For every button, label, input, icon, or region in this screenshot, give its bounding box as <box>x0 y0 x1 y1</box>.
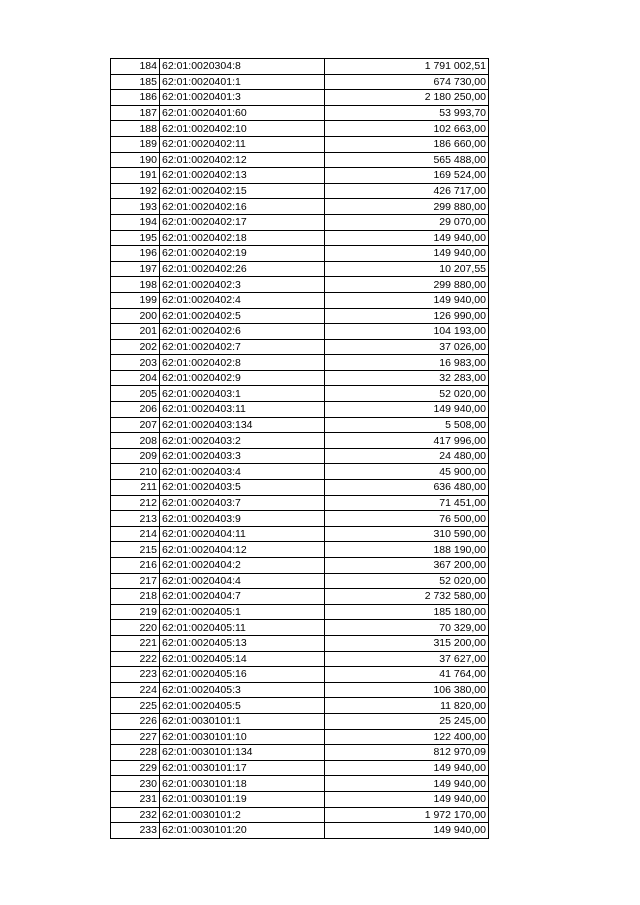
cadastral-number-cell: 62:01:0020405:14 <box>160 651 325 667</box>
table-row <box>111 214 489 230</box>
table-row <box>111 729 489 745</box>
cadastral-number-cell: 62:01:0020405:3 <box>160 682 325 698</box>
cadastral-value-cell: 37 026,00 <box>325 339 489 355</box>
table-row <box>111 511 489 527</box>
row-number-cell: 207 <box>111 417 160 433</box>
cadastral-value-cell: 169 524,00 <box>325 168 489 184</box>
table-row <box>111 402 489 418</box>
cadastral-number-cell: 62:01:0020403:1 <box>160 386 325 402</box>
cadastral-number-cell: 62:01:0020404:12 <box>160 542 325 558</box>
cadastral-value-cell: 71 451,00 <box>325 495 489 511</box>
table-row <box>111 698 489 714</box>
table-row <box>111 277 489 293</box>
cadastral-number-cell: 62:01:0020404:2 <box>160 558 325 574</box>
row-number-cell: 193 <box>111 199 160 215</box>
cadastral-number-cell: 62:01:0020403:9 <box>160 511 325 527</box>
cadastral-value-cell: 812 970,09 <box>325 745 489 761</box>
cadastral-value-cell: 5 508,00 <box>325 417 489 433</box>
cadastral-value-cell: 367 200,00 <box>325 558 489 574</box>
cadastral-number-cell: 62:01:0020402:5 <box>160 308 325 324</box>
table-row <box>111 651 489 667</box>
row-number-cell: 226 <box>111 713 160 729</box>
cadastral-number-cell: 62:01:0030101:19 <box>160 791 325 807</box>
table-row <box>111 823 489 839</box>
cadastral-number-cell: 62:01:0020405:11 <box>160 620 325 636</box>
cadastral-value-cell: 32 283,00 <box>325 370 489 386</box>
cadastral-number-cell: 62:01:0030101:17 <box>160 760 325 776</box>
cadastral-number-cell: 62:01:0020404:11 <box>160 526 325 542</box>
cadastral-value-cell: 126 990,00 <box>325 308 489 324</box>
cadastral-value-cell: 188 190,00 <box>325 542 489 558</box>
table-row <box>111 480 489 496</box>
table-row <box>111 292 489 308</box>
cadastral-number-cell: 62:01:0020402:18 <box>160 230 325 246</box>
table-row <box>111 448 489 464</box>
cadastral-number-cell: 62:01:0030101:18 <box>160 776 325 792</box>
cadastral-number-cell: 62:01:0020404:4 <box>160 573 325 589</box>
cadastral-value-cell: 25 245,00 <box>325 713 489 729</box>
table-row <box>111 90 489 106</box>
cadastral-number-cell: 62:01:0030101:20 <box>160 823 325 839</box>
row-number-cell: 188 <box>111 121 160 137</box>
cadastral-value-cell: 149 940,00 <box>325 230 489 246</box>
cadastral-value-cell: 76 500,00 <box>325 511 489 527</box>
cadastral-value-cell: 24 480,00 <box>325 448 489 464</box>
cadastral-number-cell: 62:01:0020405:1 <box>160 604 325 620</box>
table-row <box>111 620 489 636</box>
table-row <box>111 682 489 698</box>
table-row <box>111 199 489 215</box>
row-number-cell: 219 <box>111 604 160 620</box>
table-row <box>111 105 489 121</box>
row-number-cell: 205 <box>111 386 160 402</box>
row-number-cell: 203 <box>111 355 160 371</box>
cadastral-number-cell: 62:01:0020402:17 <box>160 214 325 230</box>
cadastral-number-cell: 62:01:0020403:4 <box>160 464 325 480</box>
table-row <box>111 433 489 449</box>
cadastral-value-cell: 149 940,00 <box>325 791 489 807</box>
cadastral-number-cell: 62:01:0020403:5 <box>160 480 325 496</box>
cadastral-value-cell: 10 207,55 <box>325 261 489 277</box>
row-number-cell: 202 <box>111 339 160 355</box>
row-number-cell: 184 <box>111 59 160 75</box>
table-row <box>111 355 489 371</box>
cadastral-value-cell: 45 900,00 <box>325 464 489 480</box>
table-row <box>111 573 489 589</box>
cadastral-value-table <box>110 58 489 839</box>
table-row <box>111 261 489 277</box>
cadastral-value-cell: 122 400,00 <box>325 729 489 745</box>
cadastral-number-cell: 62:01:0020403:2 <box>160 433 325 449</box>
cadastral-number-cell: 62:01:0030101:10 <box>160 729 325 745</box>
cadastral-value-cell: 149 940,00 <box>325 292 489 308</box>
table-row <box>111 791 489 807</box>
row-number-cell: 231 <box>111 791 160 807</box>
row-number-cell: 214 <box>111 526 160 542</box>
row-number-cell: 186 <box>111 90 160 106</box>
table-row <box>111 324 489 340</box>
row-number-cell: 228 <box>111 745 160 761</box>
row-number-cell: 190 <box>111 152 160 168</box>
table-row <box>111 168 489 184</box>
cadastral-value-cell: 674 730,00 <box>325 74 489 90</box>
table-row <box>111 136 489 152</box>
cadastral-value-cell: 636 480,00 <box>325 480 489 496</box>
cadastral-value-cell: 149 940,00 <box>325 823 489 839</box>
row-number-cell: 204 <box>111 370 160 386</box>
cadastral-number-cell: 62:01:0020401:1 <box>160 74 325 90</box>
cadastral-value-cell: 417 996,00 <box>325 433 489 449</box>
table-row <box>111 121 489 137</box>
cadastral-number-cell: 62:01:0020405:5 <box>160 698 325 714</box>
table-row <box>111 760 489 776</box>
cadastral-value-cell: 299 880,00 <box>325 277 489 293</box>
row-number-cell: 206 <box>111 402 160 418</box>
table-row <box>111 386 489 402</box>
row-number-cell: 191 <box>111 168 160 184</box>
row-number-cell: 201 <box>111 324 160 340</box>
cadastral-number-cell: 62:01:0020403:11 <box>160 402 325 418</box>
cadastral-number-cell: 62:01:0020402:13 <box>160 168 325 184</box>
cadastral-value-cell: 149 940,00 <box>325 402 489 418</box>
table-row <box>111 417 489 433</box>
cadastral-value-cell: 149 940,00 <box>325 760 489 776</box>
cadastral-value-cell: 186 660,00 <box>325 136 489 152</box>
row-number-cell: 229 <box>111 760 160 776</box>
row-number-cell: 222 <box>111 651 160 667</box>
cadastral-number-cell: 62:01:0020402:8 <box>160 355 325 371</box>
row-number-cell: 225 <box>111 698 160 714</box>
cadastral-value-cell: 70 329,00 <box>325 620 489 636</box>
cadastral-value-cell: 1 791 002,51 <box>325 59 489 75</box>
cadastral-value-cell: 16 983,00 <box>325 355 489 371</box>
table-row <box>111 152 489 168</box>
row-number-cell: 223 <box>111 667 160 683</box>
cadastral-value-cell: 149 940,00 <box>325 246 489 262</box>
table-row <box>111 667 489 683</box>
table-row <box>111 745 489 761</box>
table-row <box>111 183 489 199</box>
row-number-cell: 196 <box>111 246 160 262</box>
row-number-cell: 189 <box>111 136 160 152</box>
cadastral-number-cell: 62:01:0020402:7 <box>160 339 325 355</box>
cadastral-number-cell: 62:01:0030101:2 <box>160 807 325 823</box>
cadastral-value-cell: 310 590,00 <box>325 526 489 542</box>
row-number-cell: 185 <box>111 74 160 90</box>
row-number-cell: 218 <box>111 589 160 605</box>
cadastral-number-cell: 62:01:0030101:1 <box>160 713 325 729</box>
row-number-cell: 197 <box>111 261 160 277</box>
cadastral-number-cell: 62:01:0020402:12 <box>160 152 325 168</box>
cadastral-number-cell: 62:01:0020402:16 <box>160 199 325 215</box>
table-row <box>111 74 489 90</box>
cadastral-number-cell: 62:01:0020304:8 <box>160 59 325 75</box>
cadastral-value-cell: 185 180,00 <box>325 604 489 620</box>
row-number-cell: 194 <box>111 214 160 230</box>
row-number-cell: 200 <box>111 308 160 324</box>
row-number-cell: 232 <box>111 807 160 823</box>
row-number-cell: 187 <box>111 105 160 121</box>
cadastral-number-cell: 62:01:0020403:134 <box>160 417 325 433</box>
cadastral-value-cell: 102 663,00 <box>325 121 489 137</box>
table-row <box>111 807 489 823</box>
table-row <box>111 713 489 729</box>
cadastral-number-cell: 62:01:0020403:3 <box>160 448 325 464</box>
cadastral-value-cell: 1 972 170,00 <box>325 807 489 823</box>
table-row <box>111 635 489 651</box>
table-row <box>111 230 489 246</box>
table-row <box>111 776 489 792</box>
cadastral-number-cell: 62:01:0020402:9 <box>160 370 325 386</box>
cadastral-value-cell: 565 488,00 <box>325 152 489 168</box>
table-row <box>111 464 489 480</box>
cadastral-value-cell: 11 820,00 <box>325 698 489 714</box>
cadastral-number-cell: 62:01:0020402:3 <box>160 277 325 293</box>
cadastral-number-cell: 62:01:0020402:26 <box>160 261 325 277</box>
cadastral-value-cell: 315 200,00 <box>325 635 489 651</box>
cadastral-value-cell: 149 940,00 <box>325 776 489 792</box>
row-number-cell: 209 <box>111 448 160 464</box>
cadastral-value-cell: 2 180 250,00 <box>325 90 489 106</box>
cadastral-value-cell: 106 380,00 <box>325 682 489 698</box>
cadastral-value-cell: 104 193,00 <box>325 324 489 340</box>
cadastral-value-cell: 2 732 580,00 <box>325 589 489 605</box>
row-number-cell: 215 <box>111 542 160 558</box>
cadastral-number-cell: 62:01:0020404:7 <box>160 589 325 605</box>
cadastral-value-cell: 52 020,00 <box>325 386 489 402</box>
row-number-cell: 211 <box>111 480 160 496</box>
cadastral-number-cell: 62:01:0020405:16 <box>160 667 325 683</box>
table-row <box>111 495 489 511</box>
table-row <box>111 558 489 574</box>
cadastral-number-cell: 62:01:0020402:19 <box>160 246 325 262</box>
row-number-cell: 213 <box>111 511 160 527</box>
row-number-cell: 224 <box>111 682 160 698</box>
table-row <box>111 59 489 75</box>
table-row <box>111 589 489 605</box>
cadastral-number-cell: 62:01:0020402:10 <box>160 121 325 137</box>
row-number-cell: 212 <box>111 495 160 511</box>
cadastral-value-cell: 37 627,00 <box>325 651 489 667</box>
cadastral-number-cell: 62:01:0020402:11 <box>160 136 325 152</box>
cadastral-number-cell: 62:01:0020401:60 <box>160 105 325 121</box>
table-row <box>111 604 489 620</box>
table-row <box>111 339 489 355</box>
cadastral-value-cell: 426 717,00 <box>325 183 489 199</box>
cadastral-value-cell: 29 070,00 <box>325 214 489 230</box>
cadastral-number-cell: 62:01:0020405:13 <box>160 635 325 651</box>
cadastral-number-cell: 62:01:0020401:3 <box>160 90 325 106</box>
row-number-cell: 221 <box>111 635 160 651</box>
cadastral-number-cell: 62:01:0020402:6 <box>160 324 325 340</box>
cadastral-value-cell: 299 880,00 <box>325 199 489 215</box>
row-number-cell: 195 <box>111 230 160 246</box>
cadastral-value-cell: 53 993,70 <box>325 105 489 121</box>
cadastral-value-cell: 41 764,00 <box>325 667 489 683</box>
row-number-cell: 217 <box>111 573 160 589</box>
table-row <box>111 542 489 558</box>
table-row <box>111 370 489 386</box>
row-number-cell: 192 <box>111 183 160 199</box>
row-number-cell: 210 <box>111 464 160 480</box>
row-number-cell: 230 <box>111 776 160 792</box>
row-number-cell: 227 <box>111 729 160 745</box>
row-number-cell: 208 <box>111 433 160 449</box>
row-number-cell: 216 <box>111 558 160 574</box>
cadastral-number-cell: 62:01:0020402:4 <box>160 292 325 308</box>
cadastral-number-cell: 62:01:0020403:7 <box>160 495 325 511</box>
row-number-cell: 220 <box>111 620 160 636</box>
cadastral-number-cell: 62:01:0030101:134 <box>160 745 325 761</box>
table-row <box>111 308 489 324</box>
cadastral-value-cell: 52 020,00 <box>325 573 489 589</box>
row-number-cell: 198 <box>111 277 160 293</box>
row-number-cell: 199 <box>111 292 160 308</box>
row-number-cell: 233 <box>111 823 160 839</box>
table-body <box>111 59 489 839</box>
table-row <box>111 526 489 542</box>
table-row <box>111 246 489 262</box>
cadastral-number-cell: 62:01:0020402:15 <box>160 183 325 199</box>
